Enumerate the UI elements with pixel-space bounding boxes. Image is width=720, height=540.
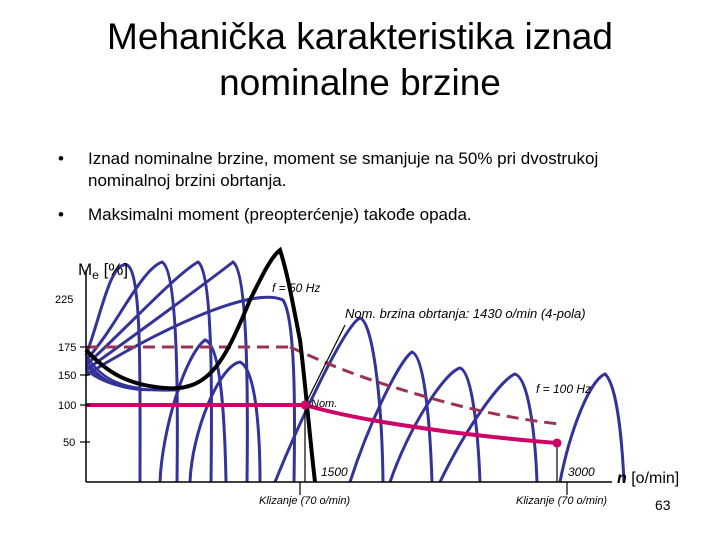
- bullet-text-1: Iznad nominalne brzine, moment se smanjuje na 50% pri dvostrukoj nominalnoj brzini obrtanja.: [88, 149, 599, 190]
- curve-f11: [440, 374, 537, 482]
- nom-speed-label: Nom. brzina obrtanja: 1430 o/min (4-pola): [345, 306, 586, 321]
- nominal-line: [86, 405, 557, 443]
- curve-f5: [86, 297, 295, 482]
- bullet-dot: •: [58, 149, 64, 168]
- y-tick-100: 100: [58, 400, 77, 412]
- y-tick-175: 175: [58, 342, 77, 354]
- f50-label: f = 50 Hz: [272, 281, 321, 295]
- title-line-2: nominalne brzine: [219, 62, 501, 103]
- nominal-point-1: [301, 401, 310, 410]
- x-tick-3000: 3000: [568, 465, 595, 479]
- nom-point-label: Nom.: [311, 398, 338, 410]
- nominal-point-2: [553, 439, 562, 448]
- f100-label: f = 100 Hz: [536, 382, 592, 396]
- y-tick-150: 150: [58, 370, 77, 382]
- x-axis-label: n [o/min]: [617, 470, 680, 487]
- y-axis-label: $M_e$ [%]: [78, 260, 129, 282]
- slide-number: 63: [655, 497, 671, 513]
- y-tick-225: 225: [55, 294, 74, 306]
- bullet-dot: •: [58, 205, 64, 224]
- y-tick-50: 50: [63, 437, 76, 449]
- axes: [86, 270, 612, 482]
- slip-label-2: Klizanje (70 o/min): [516, 495, 608, 507]
- nom-pointer: [305, 325, 345, 405]
- slip-label-1: Klizanje (70 o/min): [259, 495, 351, 507]
- title-line-1: Mehanička karakteristika iznad: [107, 16, 613, 57]
- characteristic-curves: [86, 262, 624, 482]
- x-tick-1500: 1500: [321, 465, 348, 479]
- bullet-text-2: Maksimalni moment (preopterćenje) takođe opada.: [88, 205, 472, 224]
